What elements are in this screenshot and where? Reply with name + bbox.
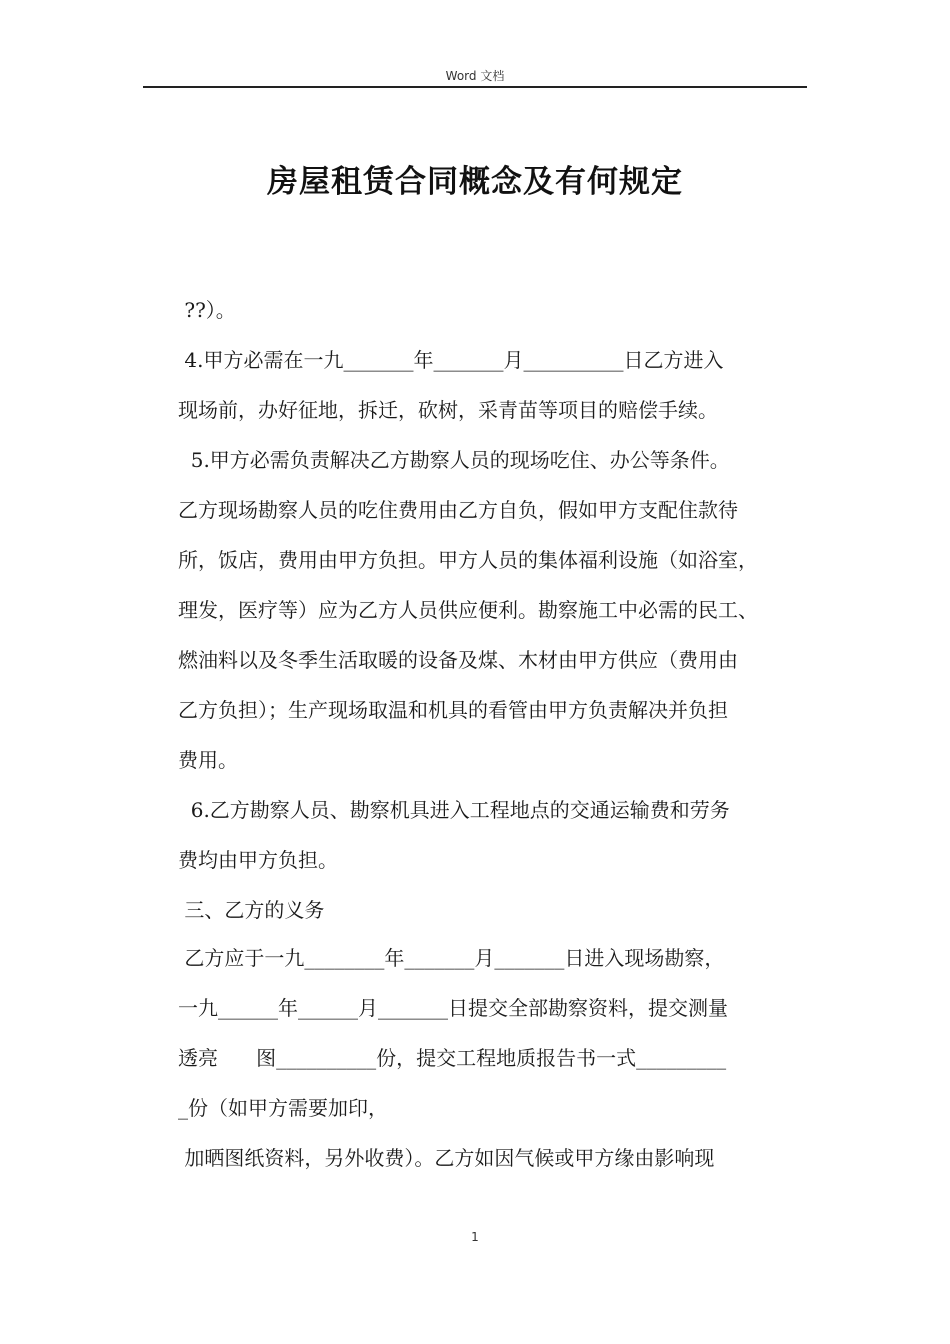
document-title: 房屋租赁合同概念及有何规定	[267, 164, 683, 200]
body-line: 燃油料以及冬季生活取暖的设备及煤、木材由甲方供应（费用由	[178, 648, 738, 672]
body-line: 费均由甲方负担。	[178, 848, 338, 872]
page-number: 1	[471, 1230, 479, 1244]
body-line: 透亮 图__________份，提交工程地质报告书一式_________	[178, 1046, 727, 1070]
body-line: 4.甲方必需在一九_______年_______月__________日乙方进入	[178, 348, 724, 372]
page-header-label: Word 文档	[445, 69, 505, 83]
body-line: 乙方现场勘察人员的吃住费用由乙方自负，假如甲方支配住款待	[178, 498, 738, 522]
body-line: 费用。	[178, 748, 238, 772]
body-line: 理发，医疗等）应为乙方人员供应便利。勘察施工中必需的民工、	[178, 598, 758, 622]
section-heading: 三、乙方的义务	[178, 898, 325, 922]
body-line: 加晒图纸资料，另外收费）。乙方如因气候或甲方缘由影响现	[178, 1146, 715, 1170]
body-line: 乙方负担）；生产现场取温和机具的看管由甲方负责解决并负担	[178, 698, 728, 722]
body-line: _份（如甲方需要加印，	[178, 1096, 388, 1120]
header-divider	[143, 86, 807, 88]
body-line: ??）。	[178, 298, 236, 322]
body-line: 5.甲方必需负责解决乙方勘察人员的现场吃住、办公等条件。	[178, 448, 730, 472]
body-line: 所，饭店，费用由甲方负担。甲方人员的集体福利设施（如浴室，	[178, 548, 758, 572]
body-line: 6.乙方勘察人员、勘察机具进入工程地点的交通运输费和劳务	[178, 798, 730, 822]
body-line: 乙方应于一九________年_______月_______日进入现场勘察，	[178, 946, 725, 970]
body-line: 一九______年______月_______日提交全部勘察资料，提交测量	[178, 996, 728, 1020]
body-line: 现场前，办好征地，拆迁，砍树，采青苗等项目的赔偿手续。	[178, 398, 718, 422]
